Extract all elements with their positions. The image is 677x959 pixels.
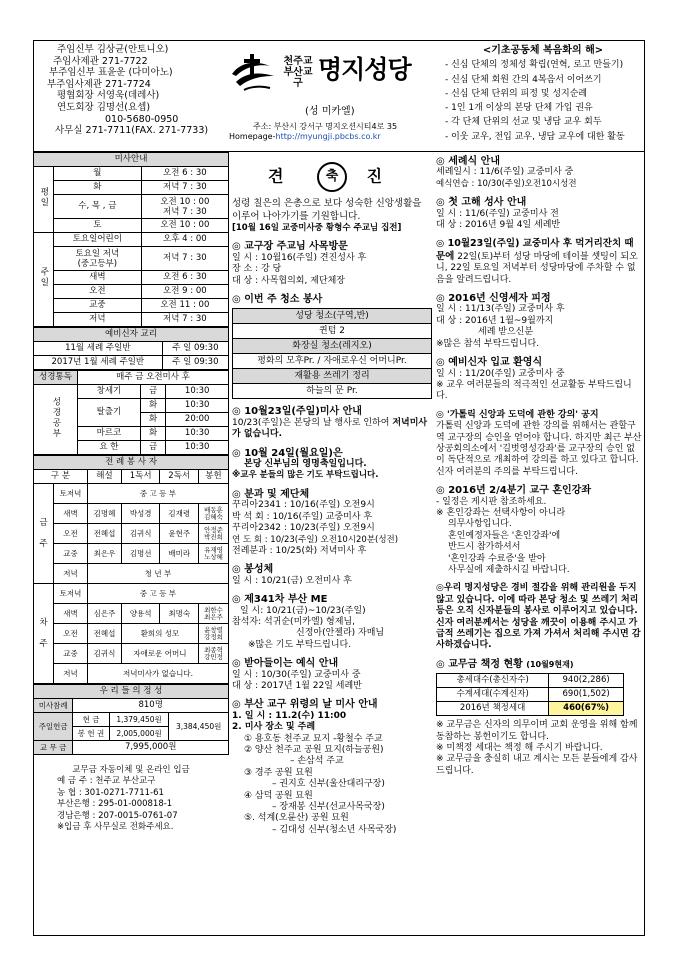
marriage-course-title: ◎ 2016년 2/4분기 교구 혼인강좌 [436,485,591,497]
server-name: 김귀식 [87,644,121,664]
study-time: 10:30 [166,385,229,399]
retreat-line: ※많은 참석 부탁드립니다. [436,338,540,349]
catechumen-table [33,327,229,370]
marriage-course-line: - 일정은 게시판 참조하세요. [436,496,547,507]
study-day: 금 [140,441,165,455]
all-souls-line: ③ 경주 공원 묘원 [244,767,313,778]
staff-line: 주임사제관 271-7722 [53,55,148,67]
all-souls-line: ② 양산 천주교 공원 묘지(하늘공원) [244,745,384,755]
server-name: 최한수 최은주 [198,604,228,624]
catechumen-time: 주 일 09:30 [162,342,228,356]
study-day: 화 [140,413,165,427]
catechumen-title: 예비신자 교리 [34,328,229,342]
payment-line: 교무금 자동이체 및 온라인 입금 [72,765,190,775]
server-name: 중 고 등 부 [87,584,228,604]
mass-title: 미사안내 [34,153,229,167]
groups-title: ◎ 분과 및 제단체 [232,488,310,500]
study-book: 마르코 [78,427,141,441]
groups-line: 꾸리아2342 : 10/23(주일) 오전9시 [232,523,375,534]
server-mass: 오전 [54,524,88,544]
bishop-visit-line: 대 상 : 사목협의회, 제단체장 [232,275,345,286]
first-confession-title: ◎ 첫 고해 성사 안내 [436,197,527,209]
all-souls-line: ① 용호동 천주교 묘지 -황철수 주교 [244,733,383,744]
staff-line: 평협회장 서영욱(데레사) [57,90,160,102]
all-souls-line: ④ 삼덕 공원 묘원 [244,790,313,801]
week-label: 차 주 [34,584,54,684]
server-mass: 오전 [54,624,88,644]
week-label: 금 주 [34,484,54,584]
payment-line: 농 협 : 301-0271-7711-61 [57,787,164,798]
mass-day: 토요일어린이 [54,233,142,247]
finance-table [33,684,229,755]
baptism-title: ◎ 세례식 안내 [436,156,500,167]
communion-line: 일 시 : 10/21(금) 오전미사 후 [232,575,352,586]
finance-sub: 현 금 [73,713,109,727]
server-mass: 교중 [54,544,88,564]
finance-value: 1,379,450원 [109,713,169,727]
welcome-rite-title: ◎ 받아들이는 예식 안내 [232,658,339,670]
catechumen-welcome-line: 일 시 : 11/20(주일) 교중미사 중 [436,368,565,379]
mass-time: 오전 6 : 30 [141,167,228,181]
server-name: 최명숙 [160,604,199,624]
server-name: 안정준 박진희 [198,524,228,544]
server-name: 김명혜 [87,504,121,524]
finance-sub: 봉 헌 권 [73,727,109,741]
sunday-label: 주일 [34,233,54,327]
server-name: 심은주 [87,604,121,624]
server-name: 최은우 [87,544,121,564]
server-name: 윤창렬 강정희 [198,624,228,644]
study-day: 화 [140,427,165,441]
marriage-course-line: 반드시 참가하셔서 [448,542,521,553]
dues-note: ※ 교무금을 충실히 내고 계시는 모든 분들에게 감사드립니다. [436,754,638,776]
motto-line: - 각 단체 단위의 선교 및 냉담 교우 회두 [445,117,602,128]
finance-value: 810명 [73,699,229,713]
groups-line: 전례분과 : 10/25(화) 저녁미사 후 [232,545,367,556]
mass-time: 저녁 7 : 30 [141,181,228,195]
servers-head: 2독서 [160,470,199,484]
catechumen-welcome-line: ※ 교우 여러분들의 적극적인 선교활동 부탁드립니다. [436,379,632,402]
mass-day: 화 [54,181,142,195]
server-name: 최종혁 강민정 [198,644,228,664]
motto-line: - 신심 단체 회원 간의 4복음서 이어쓰기 [445,74,602,85]
server-name: 김재령 [160,504,199,524]
bishop-visit-line: 장 소 : 강 당 [232,264,282,275]
feast-title: ◎ 10월 24일(월요일)은 [232,447,343,459]
bible-study-table [33,370,229,455]
confirmation-note: [10월 16일 교중미사중 황형수 주교님 집전] [232,223,402,233]
mass-time: 오전 11 : 00 [141,299,228,313]
marriage-course-line: 의무사항입니다. [448,519,512,530]
staff-line: 010-5680-0950 [105,113,179,125]
server-name: 중 고 등 부 [87,484,228,504]
payment-line: ※입금 후 사무실로 전화주세요. [57,822,174,833]
all-souls-line: – 권지호 신부(울산대리구장) [272,779,385,790]
server-name: 배미라 [160,544,199,564]
study-time: 10:30 [166,441,229,455]
catechumen-class: 2017년 1월 세례 주일반 [34,356,163,370]
mass-time: 오전 6 : 30 [141,271,228,285]
server-mass: 토저녁 [54,484,88,504]
server-mass: 저녁 [54,664,88,684]
feast-line: 본당 신부님의 영명축일입니다. [244,459,367,470]
study-day: 금 [140,385,165,399]
study-day: 화 [140,399,165,413]
marriage-course-line: 사무실에 제출하시길 바랍니다. [448,565,570,575]
staff-line: 연도회장 김명선(요셉) [57,101,151,113]
dues-value: 940(2,286) [549,674,624,688]
no-mass-text: 10/23(주일)은 본당의 날 행사로 인하여 저녁미사가 없습니다. [232,417,428,440]
study-book: 요 한 [78,441,141,455]
cleaning-table [232,308,432,399]
finance-title: 우 리 들 의 정 성 [34,685,229,699]
study-time: 10:30 [166,399,229,413]
mass-time: 저녁 7 : 30 [141,313,228,327]
mass-time: 오전 10 : 00 저녁 7 : 30 [141,195,228,219]
feast-line: ※교우 분들의 많은 기도 부탁드립니다. [232,470,379,481]
all-souls-title: ◎ 부산 교구 위령의 날 미사 안내 [232,699,378,711]
mass-day: 교중 [54,299,142,313]
mass-day: 저녁 [54,313,142,327]
server-name: 전혜섭 [87,524,121,544]
all-souls-line: 1. 일 시 : 11.2(수) 11:00 [232,710,347,721]
cleaning-cell: 평화의 모후Pr. / 자애로우신 어머니Pr. [233,354,432,369]
motto-title: <기초공동체 복음화의 해> [482,45,604,56]
server-name: 자애로운 어머니 [121,644,198,664]
all-souls-line: 2. 미사 장소 및 주례 [232,722,316,733]
confirmation-intro: 성령 칠은의 은총으로 보다 성숙한 신앙생활을 이루어 나아가기를 기원합니다. [232,198,422,222]
homepage [229,132,381,142]
dues-note: ※ 미책정 세대는 책정 해 주시기 바랍니다. [436,743,603,754]
servers-table [33,455,229,684]
server-name: 청 년 부 [87,564,228,584]
homepage-label: Homepage- [229,132,276,141]
server-name: 박성경 [121,504,160,524]
motto-line: - 이웃 교우, 전입 교우, 냉담 교우에 대한 활동 [445,131,625,142]
communion-title: ◎ 봉성체 [232,564,274,576]
marriage-course-line: ※ 혼인강좌는 선택사항이 아니라 [436,507,566,518]
finance-value: 7,995,000원 [73,741,229,755]
all-souls-line: – 장재봉 신부(선교사목국장) [272,802,385,813]
server-name: 김귀식 [121,524,160,544]
finance-label: 미사참례 [34,699,73,713]
payment-info [33,755,229,833]
mass-time: 저녁 7 : 30 [141,247,228,271]
me-line: 일 시: 10/21(금)~10/23(주일) [240,605,366,616]
all-souls-line: – 손삼석 주교 [290,756,344,767]
patron-saint: (성 미카엘) [305,106,355,117]
study-time: 20:00 [166,413,229,427]
lecture-notice-text: 가톨릭 신앙과 도덕에 관한 강의를 위해서는 관할구역 교구장의 승인을 얻어야 합니다. 하지만 최근 부산상공회의소에서 '길벗영성강좌'를 교구장의 승인 없이 독단적으로 개최하여 강의를 하고 있다고 합니다. 신자 여러분의 주의를 부탁드립니다. [436,421,642,477]
mass-day: 새벽 [54,271,142,285]
mass-time: 오전 10 : 00 [141,219,228,233]
dues-value: 460(67%) [549,702,624,716]
payment-line: 경남은행 : 207-0015-0761-07 [57,810,178,821]
retreat-line: 세례 받으신분 [478,327,534,338]
server-mass: 새벽 [54,604,88,624]
motto-line: - 신심 단체의 정체성 확립(연혁, 로고 만들기) [445,60,624,71]
server-name: 윤현주 [160,524,199,544]
retreat-line: 대 상 : 2016년 1월~9월까지 [436,315,554,326]
server-name: 양용석 [121,604,160,624]
groups-line: 박 석 회 : 10/16(주일) 교중미사 후 [232,511,373,522]
server-mass: 새벽 [54,504,88,524]
right-column [436,152,642,777]
first-confession-line: 대 상 : 2016년 9월 4일 세례반 [436,220,561,231]
staff-line: 주임신부 김상균(안토니오) [57,44,169,55]
all-souls-line: ⑤. 석계(오륜산) 공원 묘원 [244,813,349,824]
server-name: 전혜섭 [87,624,121,644]
motto-line: - 1인 1개 이상의 본당 단체 가입 권유 [445,103,593,114]
parish-emblem-icon [226,52,278,96]
server-mass: 토저녁 [54,584,88,604]
cleaning-title: ◎ 이번 주 청소 봉사 [232,294,323,306]
dues-label: 총세대수(총신자수) [437,674,549,688]
mass-time: 오후 4 : 00 [141,233,228,247]
dues-label: 2016년 책정세대 [437,702,549,716]
groups-line: 꾸리아2341 : 10/16(주일) 오전9시 [232,500,375,511]
cleaning-cell: 하늘의 문 Pr. [233,384,432,399]
server-mass: 저녁 [54,564,88,584]
bible-study-label: 성경공부 [34,385,78,455]
dues-label: 수계세대(수계신자) [437,688,549,702]
staff-line: 부주임신부 표윤운 (다미아노) [49,67,173,79]
bible-reading-title: 성경통독 [34,371,78,385]
me-line: 참석자: 석귀순(미카엘) 형제님, [232,616,355,627]
catechumen-welcome-title: ◎ 예비신자 입교 환영식 [436,357,543,369]
baptism-line: 세례일시 : 11/6(주일) 교중미사 중 [436,167,574,178]
mass-day: 수, 목 , 금 [54,195,142,219]
parking-notice: ◎ 10월23일(주일) 교중미사 후 먹거리잔치 때문에 22일(토)부터 성당 마당에 테이블 셋팅이 되오니, 22일 토요일 저녁부터 성당마당에 주차할 수 없음을 알려드립니다. [436,238,638,285]
baptism-line: 예식연습 : 10/30(주일)오전10시성전 [436,178,577,189]
motto-line: - 신심 단체 단위의 피정 및 성지순례 [445,88,588,99]
first-confession-line: 일 시 : 11/6(주일) 교중미사 전 [436,208,559,219]
bishop-visit-title: ◎ 교구장 주교님 사목방문 [232,241,348,253]
server-name: 유재영 노상혜 [198,544,228,564]
retreat-title: ◎ 2016년 신영세자 피정 [436,293,551,305]
bulletin-header [33,40,645,152]
welcome-rite-line: 대 상 : 2017년 1월 22일 세례반 [232,680,362,691]
congratulations-heading: 견 축 진 [232,162,432,194]
servers-head: 봉헌 [198,470,228,484]
dues-title: ◎ 교무금 책정 현황 (10월9현재) [436,658,574,670]
middle-column [232,152,432,836]
bible-reading-note: 매주 금 오전미사 후 [78,371,229,385]
me-title: ◎ 제341차 부산 ME [232,594,328,606]
mass-day: 오전 [54,285,142,299]
mass-day: 토요일 저녁 (중고등부) [54,247,142,271]
study-book: 탈출기 [78,399,141,427]
no-mass-title: ◎ 10월23일(주일)미사 안내 [232,406,362,418]
weekday-label: 평일 [34,167,54,233]
bishop-visit-line: 일 시 : 10월16(주일) 견진성사 후 [232,252,367,263]
cleaning-cell: 퀸텀 2 [233,324,432,339]
left-column [33,152,229,833]
lecture-notice-title: ◎ '가톨릭 신앙과 도덕에 관한 강의' 공지 [436,409,599,420]
mass-day: 토 [54,219,142,233]
marriage-course-line: 혼인예정자들은 '혼인강좌'에 [448,530,561,541]
dues-table [436,673,624,716]
marriage-course-line: '혼인강좌 수료증'을 받아 [448,553,546,564]
finance-value: 2,005,000원 [109,727,169,741]
dues-note: ※ 교무금은 신자의 의무이며 교회 운영을 위해 함께 동참하는 봉헌이기도 합니다. [436,720,638,742]
study-time: 10:30 [166,427,229,441]
me-line: 신정아(안젤라) 자매님 [296,628,385,639]
homepage-link[interactable]: http://myungji.pbcbs.co.kr [275,132,381,141]
welcome-rite-line: 일 시 : 10/30(주일) 교중미사 중 [232,669,361,680]
finance-label: 교 무 금 [34,741,73,755]
server-mass: 교중 [54,644,88,664]
finance-total: 3,384,450원 [169,713,229,741]
servers-head: 해설 [87,470,121,484]
all-souls-line: – 김대성 신부(청소년 사목국장) [272,824,397,835]
servers-head: 1독서 [121,470,160,484]
finance-label: 주일헌금 [34,713,73,741]
parish-logo [226,52,436,102]
servers-head: 구 분 [34,470,88,484]
me-line: ※많은 기도 부탁드립니다. [248,639,352,650]
cleaning-cell: 성당 청소(구역,반) [233,309,432,324]
payment-line: 부산은행 : 295-01-000818-1 [57,799,173,810]
mass-day: 월 [54,167,142,181]
congrats-seal: 축 [317,162,347,192]
year-motto [445,44,641,144]
parish-name: 명지성당 [318,55,411,84]
server-name: 환희의 성모 [121,624,198,644]
mass-schedule-table [33,152,229,327]
server-name: 김명선 [121,544,160,564]
mass-time: 오전 9 : 00 [141,285,228,299]
cleaning-cell: 재활용 쓰레기 정리 [233,369,432,384]
groups-line: 연 도 회 : 10/23(주일) 오전10시20분(성전) [232,534,399,545]
catechumen-time: 주 일 09:30 [162,356,228,370]
retreat-line: 일 시 : 11/13(주일) 교중미사 후 [436,304,565,315]
payment-line: 예 금 주 : 천주교 부산교구 [57,776,156,787]
study-book: 창세기 [78,385,141,399]
server-name: 배동훈 김혜숙 [198,504,228,524]
staff-line: 부주임사제관 271-7724 [47,78,151,90]
cleaning-cell: 화장실 청소(레지오) [233,339,432,354]
dues-value: 690(1,502) [549,688,624,702]
server-name: 저녁미사가 없습니다. [87,664,228,684]
servers-title: 전 례 봉 사 자 [34,456,229,470]
diocese-name: 천주교 부산교구 [283,56,313,89]
cleaning-notice: ◎우리 명지성당은 경비 절감을 위해 관리원을 두지 않고 있습니다. 이에 따라 본당 청소 및 쓰레기 처리 등은 오직 신자분들의 봉사로 이루어지고 있습니다. 신자 여러분께서는 성당을 깨끗이 이용해 주시고 가급적 쓰레기는 집으로 가져 가셔서 처리해 주시면 감사하겠습니다. [436,583,641,651]
staff-line: 사무실 271-7711(FAX. 271-7733) [55,125,209,137]
parish-address: 주소: 부산시 강서구 명지오션시티4로 35 [253,122,398,131]
staff-list [41,44,221,137]
catechumen-class: 11월 세례 주일반 [34,342,163,356]
